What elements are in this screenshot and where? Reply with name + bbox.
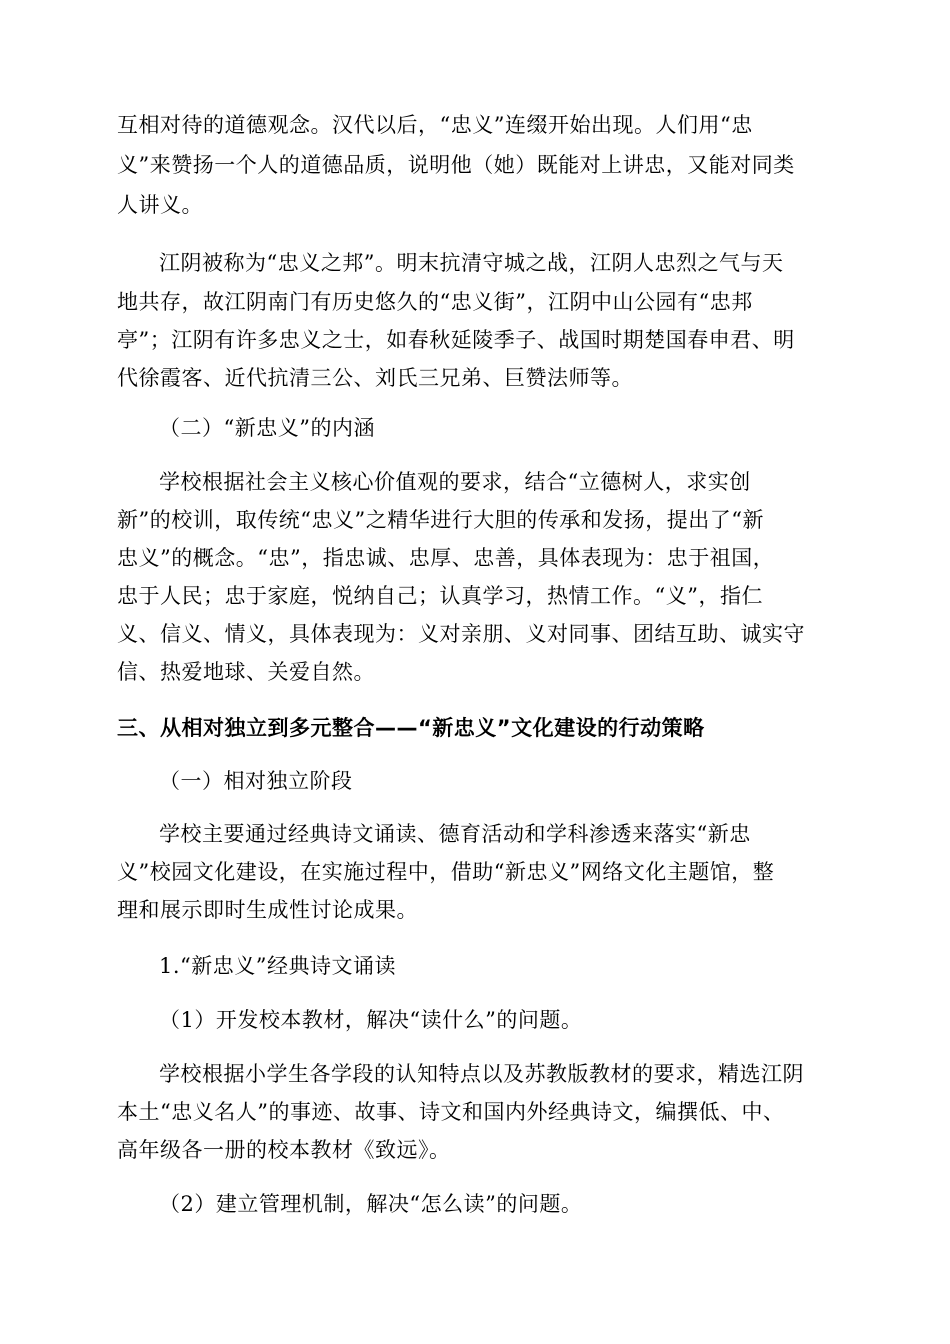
- paragraph-line: 义”校园文化建设，在实施过程中，借助“新忠义”网络文化主题馆，整: [117, 860, 775, 884]
- section-heading: 三、从相对独立到多元整合——“新忠义”文化建设的行动策略: [117, 716, 705, 740]
- paragraph-line: 学校根据社会主义核心价值观的要求，结合“立德树人，求实创: [159, 470, 751, 494]
- paragraph-line: 代徐霞客、近代抗清三公、刘氏三兄弟、巨赞法师等。: [117, 366, 633, 390]
- paragraph-line: 高年级各一册的校本教材《致远》。: [117, 1138, 451, 1162]
- paragraph-line: 忠于人民；忠于家庭，悦纳自己；认真学习，热情工作。“义”，指仁: [117, 584, 763, 608]
- paragraph-line: 人讲义。: [117, 193, 203, 217]
- paragraph-line: 本土“忠义名人”的事迹、故事、诗文和国内外经典诗文，编撰低、中、: [117, 1100, 785, 1124]
- subsection-heading: （一）相对独立阶段: [159, 769, 353, 793]
- paragraph-line: 学校根据小学生各学段的认知特点以及苏教版教材的要求，精选江阴: [159, 1062, 804, 1086]
- paragraph-line: 新”的校训，取传统“忠义”之精华进行大胆的传承和发扬，提出了“新: [117, 508, 764, 532]
- item-subheading: （2）建立管理机制，解决“怎么读”的问题。: [159, 1192, 583, 1216]
- paragraph-line: 互相对待的道德观念。汉代以后，“忠义”连缀开始出现。人们用“忠: [117, 113, 753, 137]
- paragraph-line: 义”来赞扬一个人的道德品质，说明他（她）既能对上讲忠，又能对同类: [117, 153, 795, 177]
- paragraph-line: 信、热爱地球、关爱自然。: [117, 660, 375, 684]
- paragraph-line: 亭”；江阴有许多忠义之士，如春秋延陵季子、战国时期楚国春申君、明: [117, 328, 795, 352]
- paragraph-line: 江阴被称为“忠义之邦”。明末抗清守城之战，江阴人忠烈之气与天: [159, 251, 784, 275]
- subsection-heading: （二）“新忠义”的内涵: [159, 416, 375, 440]
- paragraph-line: 学校主要通过经典诗文诵读、德育活动和学科渗透来落实“新忠: [159, 822, 751, 846]
- paragraph-line: 地共存，故江阴南门有历史悠久的“忠义街”，江阴中山公园有“忠邦: [117, 290, 753, 314]
- item-subheading: （1）开发校本教材，解决“读什么”的问题。: [159, 1008, 583, 1032]
- paragraph-line: 义、信义、情义，具体表现为：义对亲朋、义对同事、团结互助、诚实守: [117, 622, 805, 646]
- item-heading: 1.“新忠义”经典诗文诵读: [159, 954, 397, 978]
- paragraph-line: 忠义”的概念。“忠”，指忠诚、忠厚、忠善，具体表现为：忠于祖国，: [117, 546, 775, 570]
- paragraph-line: 理和展示即时生成性讨论成果。: [117, 898, 418, 922]
